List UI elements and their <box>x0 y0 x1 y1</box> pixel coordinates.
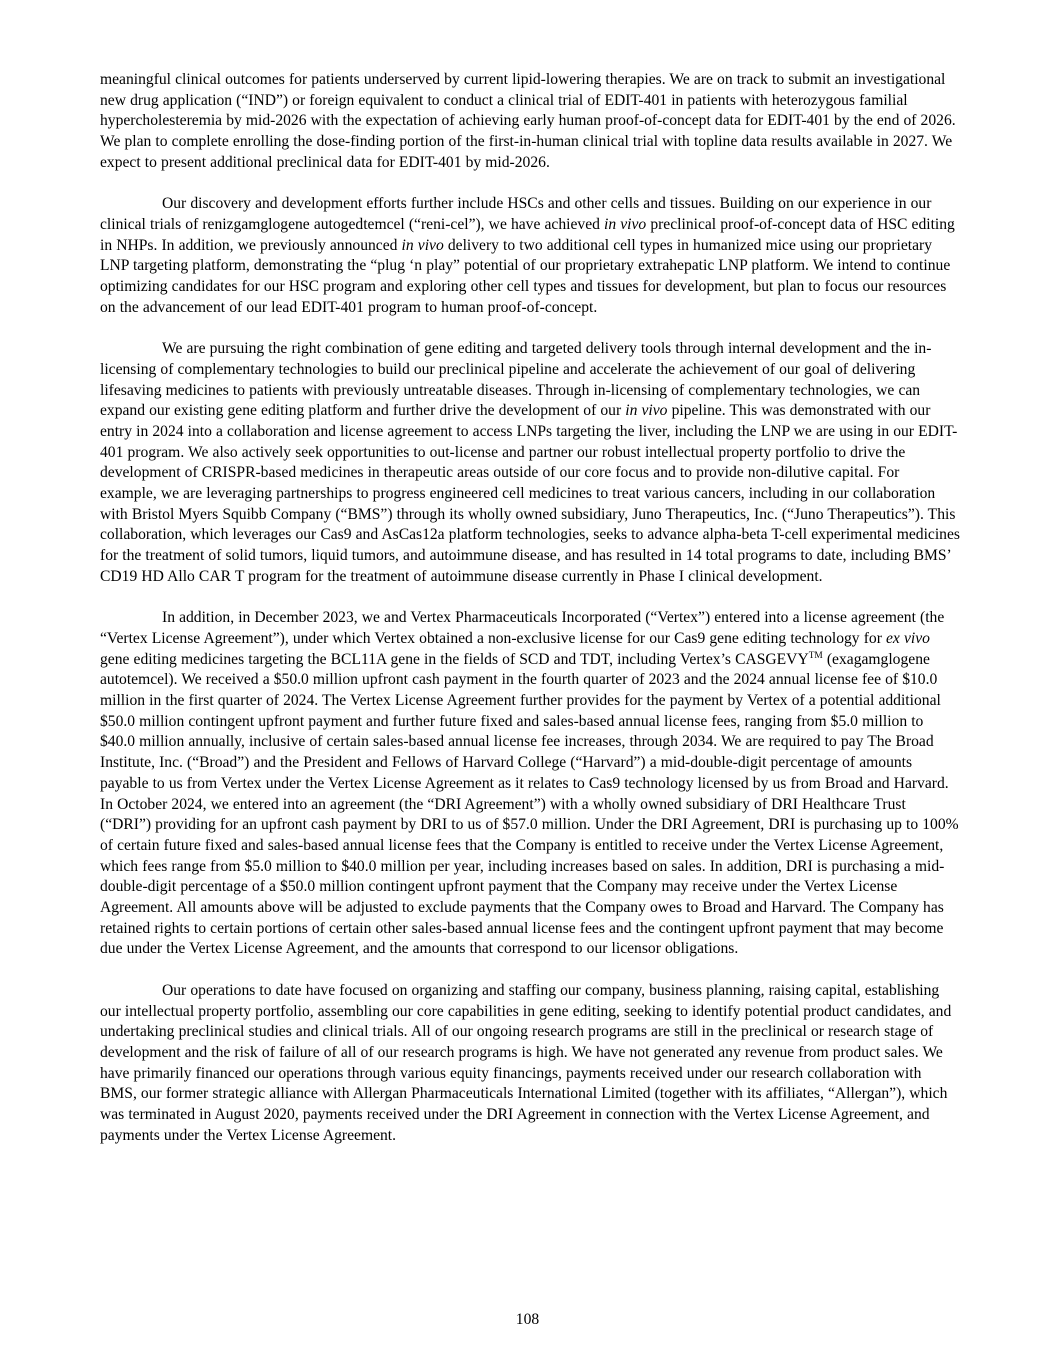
paragraph <box>100 194 960 318</box>
text-run: In addition, in December 2023, we and Vertex Pharmaceuticals Incorporated (“Vertex”) entered into a license agreement (the “Vertex License Agreement”), under which Vertex obtained a non-exclusive license for our Cas9 gene editing technology for <box>100 609 945 647</box>
text-run: delivery to two additional cell types in humanized mice using our proprietary LNP targeting platform, demonstrating the “plug ‘n play” potential of our proprietary extrahepatic LNP platform. We intend to continue optimizing candidates for our HSC program and exploring other cell types and tissues for development, but plan to focus our resources on the advancement of our lead EDIT-401 program to human proof-of-concept. <box>100 236 951 316</box>
text-run: preclinical proof-of-concept data of HSC editing in NHPs. In addition, we previously announced <box>100 215 955 254</box>
page-number: 108 <box>515 1311 540 1328</box>
page-footer <box>0 1310 1055 1331</box>
text-run: in vivo <box>401 236 444 254</box>
text-run: meaningful clinical outcomes for patients underserved by current lipid-lowering therapies. We are on track to submit an investigational new drug application (“IND”) or foreign equivalent to conduct a clinical trial of EDIT-401 in patients with heterozygous familial hypercholesteremia by mid-2026 with the expectation of achieving early human proof-of-concept data for EDIT-401 by the end of 2026. We plan to complete enrolling the dose-finding portion of the first-in-human clinical trial with topline data results available in 2027. We expect to present additional preclinical data for EDIT-401 by mid-2026. <box>100 71 956 171</box>
text-run: ex vivo <box>886 629 930 647</box>
text-run: Our discovery and development efforts further include HSCs and other cells and tissues. Building on our experience in our clinical trials of renizgamglogene autogedtemcel (“reni-cel”), we have achieved <box>100 195 932 233</box>
text-run: Our operations to date have focused on organizing and staffing our company, business planning, raising capital, establishing our intellectual property portfolio, assembling our core capabilities in gene editing, seeking to identify potential product candidates, and undertaking preclinical studies and clinical trials. All of our ongoing research programs are still in the preclinical or research stage of development and the risk of failure of all of our research programs is high. We have not generated any revenue from product sales. We have primarily financed our operations through various equity financings, payments received under our research collaboration with BMS, our former strategic alliance with Allergan Pharmaceuticals International Limited (together with its affiliates, “Allergan”), which was terminated in August 2020, payments received under the DRI Agreement in connection with the Vertex License Agreement, and payments under the Vertex License Agreement. <box>100 981 952 1144</box>
text-run: pipeline. This was demonstrated with our entry in 2024 into a collaboration and license agreement to access LNPs targeting the liver, including the LNP we are using in our EDIT-401 program. We also actively seek opportunities to out-license and partner our robust intellectual property portfolio to drive the development of CRISPR-based medicines in therapeutic areas outside of our core focus and to provide non-dilutive capital. For example, we are leveraging partnerships to progress engineered cell medicines to treat various cancers, including in our collaboration with Bristol Myers Squibb Company (“BMS”) through its wholly owned subsidiary, Juno Therapeutics, Inc. (“Juno Therapeutics”). This collaboration, which leverages our Cas9 and AsCas12a platform technologies, seeks to advance alpha-beta T-cell experimental medicines for the treatment of solid tumors, liquid tumors, and autoimmune disease, and has resulted in 14 total programs to date, including BMS’ CD19 HD Allo CAR T program for the treatment of autoimmune disease currently in Phase I clinical development. <box>100 402 960 585</box>
text-run: gene editing medicines targeting the BCL11A gene in the fields of SCD and TDT, including Vertex’s CASGEVY <box>100 650 809 668</box>
text-run: in vivo <box>604 215 647 233</box>
paragraph <box>100 981 960 1147</box>
text-run: TM <box>808 650 823 661</box>
page-body <box>100 70 960 1147</box>
text-run: (exagamglogene autotemcel). We received a $50.0 million upfront cash payment in the fourth quarter of 2023 and the 2024 annual license fee of $10.0 million in the first quarter of 2024. The Vertex License Agreement further provides for the payment by Vertex of a potential additional $50.0 million contingent upfront payment and further future fixed and sales-based annual license fees, ranging from $5.0 million to $40.0 million annually, inclusive of certain sales-based annual license fee increases, through 2034. We are required to pay The Broad Institute, Inc. (“Broad”) and the President and Fellows of Harvard College (“Harvard”) a mid-double-digit percentage of amounts payable to us from Vertex under the Vertex License Agreement as it relates to Cas9 technology licensed by us from Broad and Harvard. In October 2024, we entered into an agreement (the “DRI Agreement”) with a wholly owned subsidiary of DRI Healthcare Trust (“DRI”) providing for an upfront cash payment by DRI to us of $57.0 million. Under the DRI Agreement, DRI is purchasing up to 100% of certain future fixed and sales-based annual license fees that the Company is entitled to receive under the Vertex License Agreement, which fees range from $5.0 million to $40.0 million per year, including increases based on sales. In addition, DRI is purchasing a mid-double-digit percentage of a $50.0 million contingent upfront payment that the Company may receive under the Vertex License Agreement. All amounts above will be adjusted to exclude payments that the Company owes to Broad and Harvard. The Company has retained rights to certain portions of certain other sales-based annual license fees and the contingent upfront payment that may become due under the Vertex License Agreement, and the amounts that correspond to our licensor obligations. <box>100 650 959 958</box>
paragraph <box>100 608 960 960</box>
text-run: in vivo <box>625 402 668 420</box>
paragraph <box>100 339 960 587</box>
text-run: We are pursuing the right combination of gene editing and targeted delivery tools through internal development and the in-licensing of complementary technologies to build our preclinical pipeline and accelerate the achievement of our goal of delivering lifesaving medicines to patients with previously untreatable diseases. Through in-licensing of complementary technologies, we can expand our existing gene editing platform and further drive the development of our <box>100 340 932 420</box>
paragraph <box>100 70 960 174</box>
